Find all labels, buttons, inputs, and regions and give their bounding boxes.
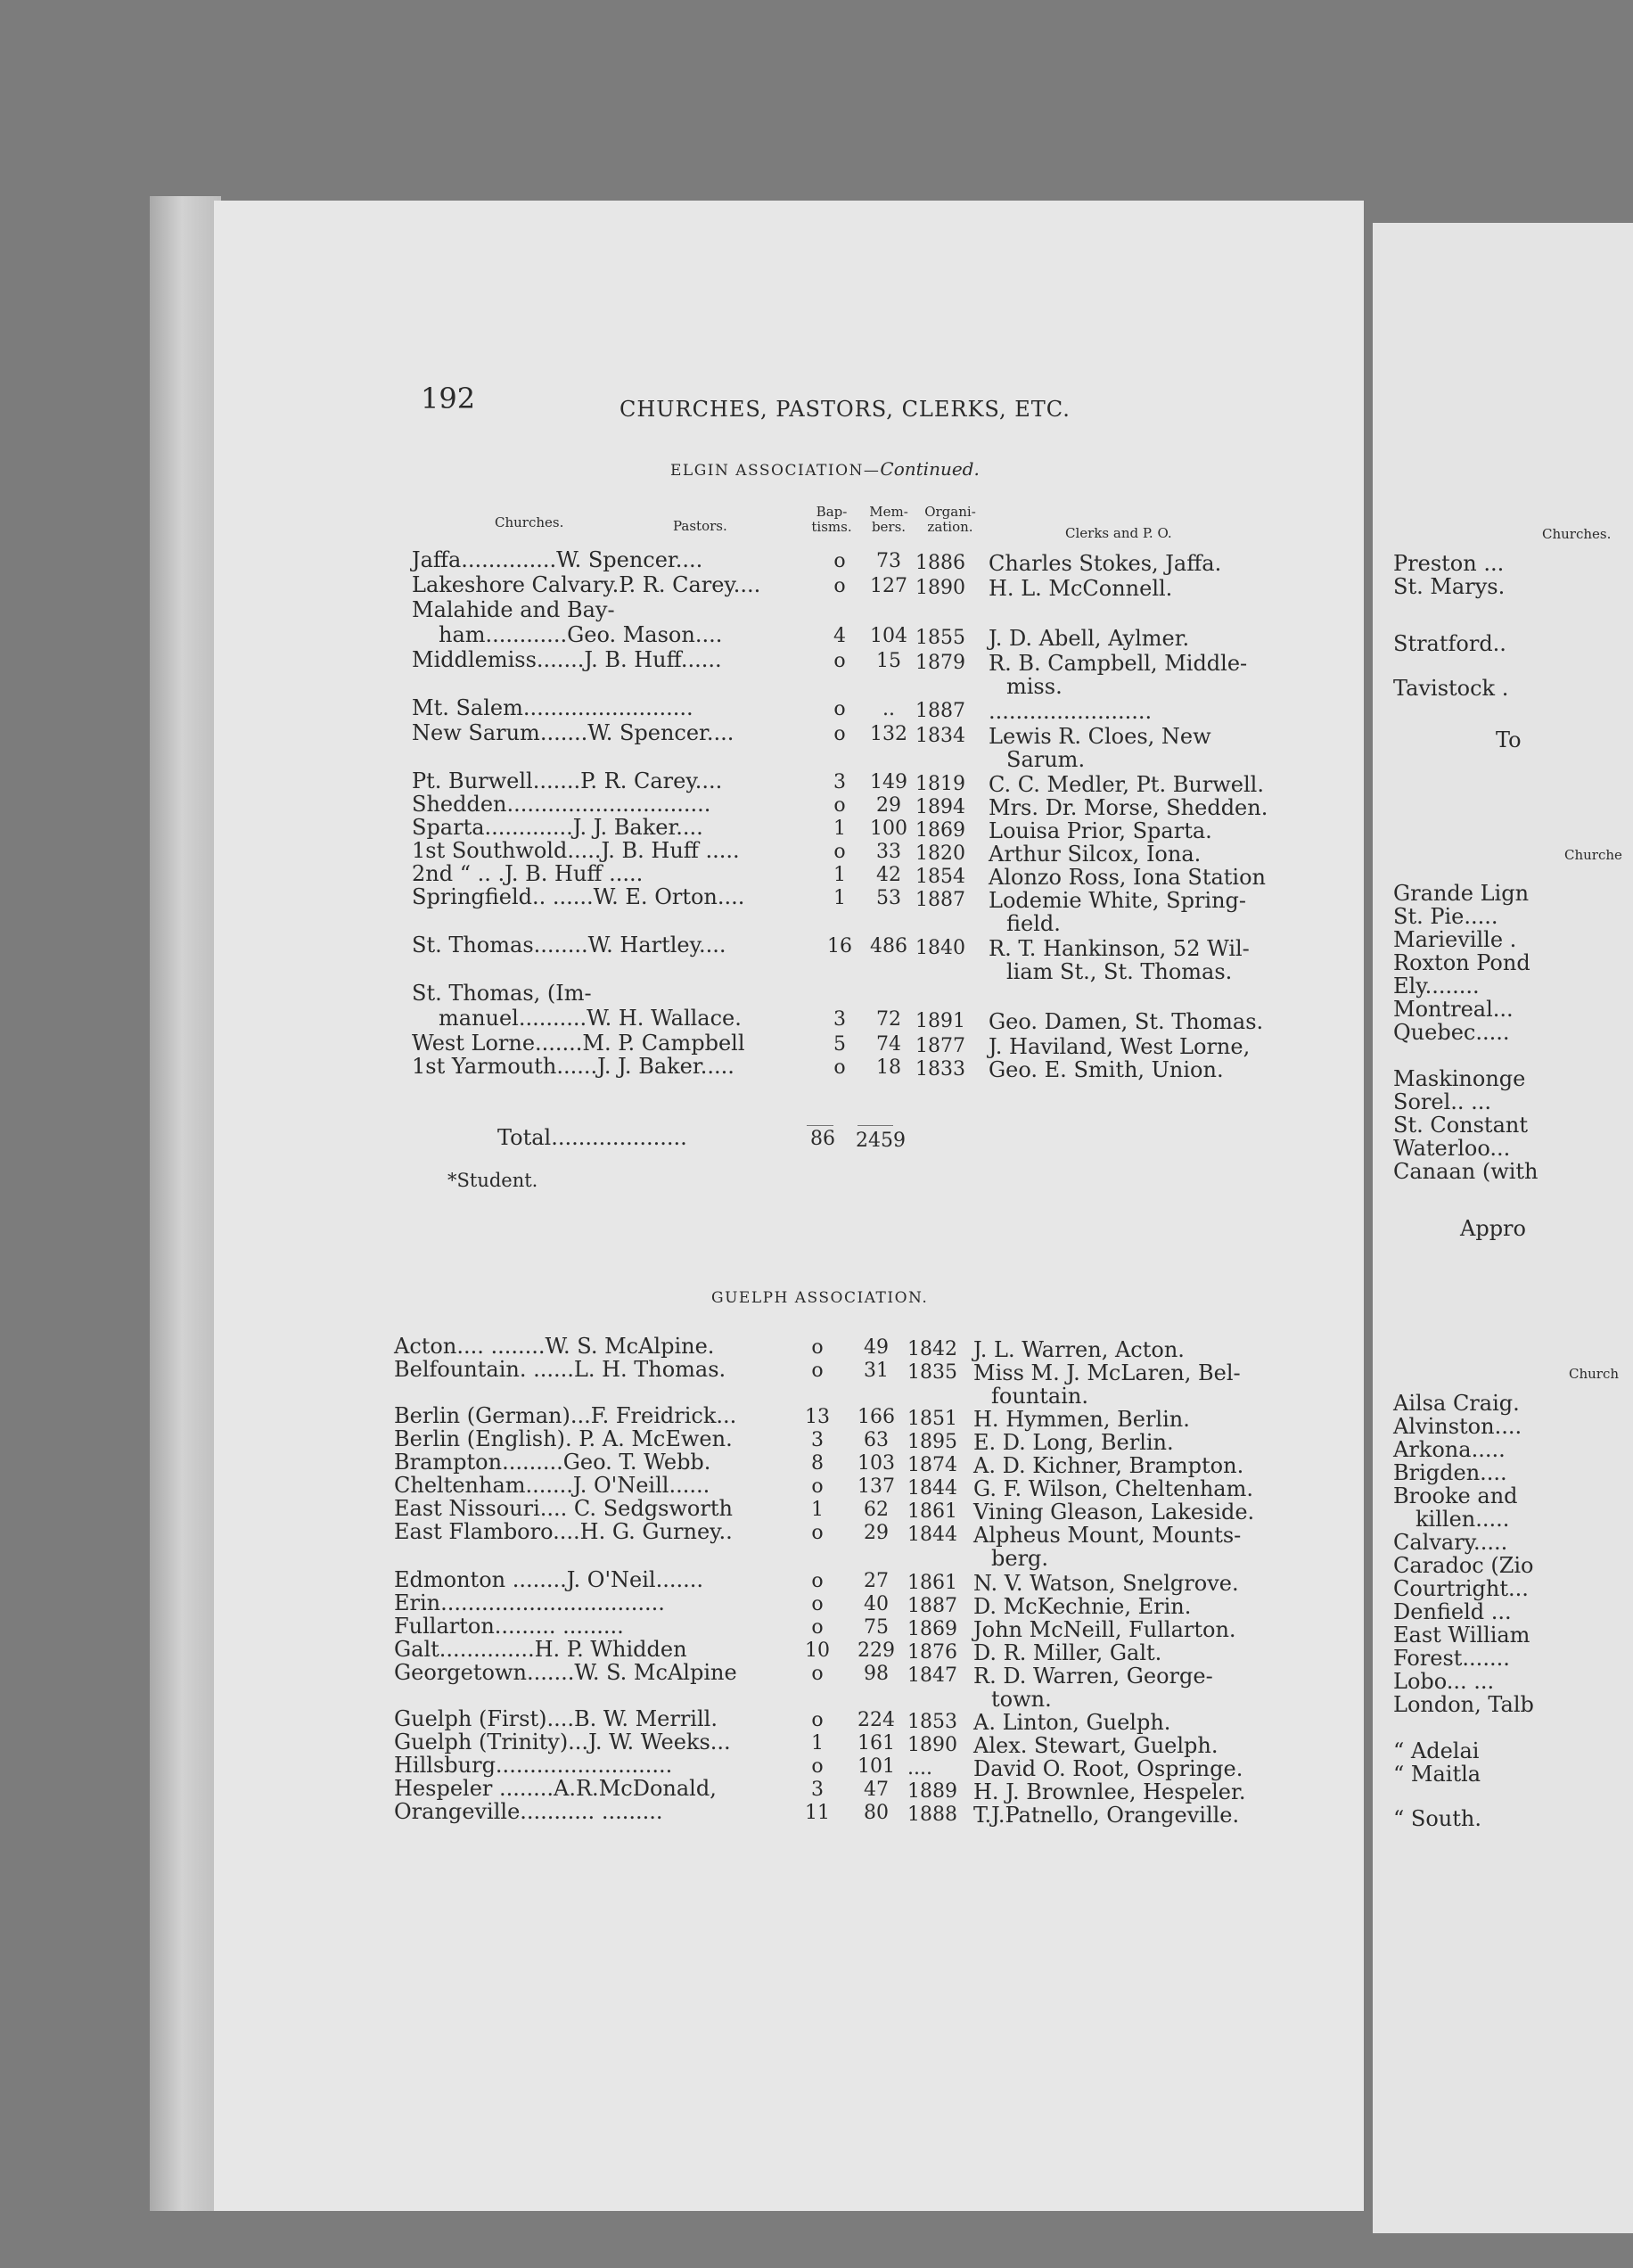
- members-cell: 127: [870, 575, 907, 597]
- baptisms-cell: o: [811, 1336, 824, 1359]
- clerk-cell: G. F. Wilson, Cheltenham.: [973, 1476, 1253, 1501]
- organization-cell: 1834: [915, 725, 965, 747]
- members-cell: 62: [864, 1499, 889, 1521]
- members-cell: 104: [870, 625, 907, 647]
- baptisms-cell: 1: [833, 887, 846, 909]
- baptisms-cell: o: [833, 698, 846, 720]
- header-members: [866, 505, 911, 535]
- baptisms-cell: 5: [833, 1033, 846, 1056]
- elgin-total-label: Total....................: [497, 1125, 687, 1150]
- right-page-line: Tavistock .: [1393, 676, 1509, 701]
- members-cell: 40: [864, 1593, 889, 1615]
- baptisms-cell: o: [833, 575, 846, 597]
- church-pastor-cell: Middlemiss.......J. B. Huff......: [412, 647, 722, 672]
- header-churches: Churches.: [495, 514, 564, 530]
- header-clerks: Clerks and P. O.: [1065, 525, 1172, 541]
- baptisms-cell: 3: [833, 1008, 846, 1031]
- clerk-cell-continued: field.: [1006, 911, 1061, 936]
- clerk-cell: David O. Root, Ospringe.: [973, 1756, 1243, 1781]
- clerk-cell: H. J. Brownlee, Hespeler.: [973, 1779, 1246, 1804]
- clerk-cell: Miss M. J. McLaren, Bel-: [973, 1360, 1241, 1385]
- right-page-line: Lobo... ...: [1393, 1669, 1495, 1694]
- organization-cell: 1820: [915, 842, 965, 865]
- organization-cell: 1889: [907, 1780, 957, 1803]
- header-organization-line1: Organi-: [924, 504, 976, 520]
- baptisms-cell: o: [811, 1709, 824, 1731]
- members-cell: 98: [864, 1663, 889, 1685]
- clerk-cell-continued: liam St., St. Thomas.: [1006, 959, 1233, 984]
- organization-cell: 1844: [907, 1477, 957, 1500]
- clerk-cell: Lodemie White, Spring-: [989, 888, 1247, 913]
- organization-cell: 1819: [915, 773, 965, 795]
- right-page-line: Forest.......: [1393, 1646, 1510, 1671]
- organization-cell: 1833: [915, 1058, 965, 1081]
- members-cell: ..: [882, 698, 895, 720]
- members-cell: 74: [876, 1033, 901, 1056]
- baptisms-cell: 1: [833, 864, 846, 886]
- organization-cell: 1888: [907, 1804, 957, 1826]
- right-page-line: St. Marys.: [1393, 574, 1506, 599]
- members-cell: 103: [858, 1452, 895, 1475]
- organization-cell: 1890: [915, 577, 965, 599]
- clerk-cell: H. Hymmen, Berlin.: [973, 1407, 1190, 1432]
- organization-cell: 1844: [907, 1524, 957, 1546]
- baptisms-cell: 11: [805, 1802, 830, 1824]
- clerk-cell: ........................: [989, 699, 1153, 724]
- members-cell: 49: [864, 1336, 889, 1359]
- right-page-line: Stratford..: [1393, 631, 1506, 656]
- members-cell: 15: [876, 650, 901, 672]
- clerk-cell: T.J.Patnello, Orangeville.: [973, 1803, 1240, 1828]
- church-pastor-cell: Cheltenham.......J. O'Neill......: [394, 1473, 710, 1498]
- members-cell: 149: [870, 771, 907, 793]
- members-cell: 47: [864, 1779, 889, 1801]
- baptisms-cell: o: [833, 1056, 846, 1079]
- right-page-line: Marieville .: [1393, 927, 1517, 952]
- church-pastor-cell: Galt..............H. P. Whidden: [394, 1637, 687, 1662]
- footnote: *Student.: [447, 1170, 538, 1191]
- clerk-cell: H. L. McConnell.: [989, 576, 1173, 601]
- clerk-cell: J. D. Abell, Aylmer.: [989, 626, 1190, 651]
- clerk-cell: Lewis R. Cloes, New: [989, 724, 1211, 749]
- right-page-line: Montreal...: [1393, 997, 1514, 1022]
- right-header-churches: Churches.: [1542, 526, 1612, 542]
- right-page-line: Waterloo...: [1393, 1136, 1511, 1161]
- baptisms-cell: o: [833, 794, 846, 817]
- right-page-line: Maskinonge: [1393, 1066, 1526, 1091]
- baptisms-cell: o: [833, 650, 846, 672]
- organization-cell: 1847: [907, 1664, 957, 1687]
- baptisms-cell: o: [811, 1755, 824, 1778]
- members-cell: 166: [858, 1406, 895, 1428]
- book-spine: [150, 196, 221, 2211]
- members-cell: 42: [876, 864, 901, 886]
- right-page-line: Brigden....: [1393, 1460, 1507, 1485]
- header-members-line1: Mem-: [869, 504, 908, 520]
- members-cell: 29: [864, 1522, 889, 1544]
- members-cell: 224: [858, 1709, 895, 1731]
- clerk-cell: Charles Stokes, Jaffa.: [989, 551, 1222, 576]
- baptisms-cell: 1: [811, 1732, 824, 1754]
- church-pastor-cell: Malahide and Bay-: [412, 597, 615, 622]
- elgin-total-baptisms: 86: [810, 1128, 835, 1150]
- right-page-line: Ailsa Craig.: [1393, 1391, 1520, 1416]
- members-cell: 229: [858, 1639, 895, 1662]
- right-page: [1373, 223, 1633, 2233]
- church-pastor-cell: Hillsburg..........................: [394, 1753, 673, 1778]
- right-page-line: Caradoc (Zio: [1393, 1553, 1534, 1578]
- clerk-cell-continued: berg.: [991, 1546, 1049, 1571]
- clerk-cell: D. R. Miller, Galt.: [973, 1640, 1162, 1665]
- organization-cell: 1853: [907, 1711, 957, 1733]
- right-page-line: Quebec.....: [1393, 1020, 1510, 1045]
- clerk-cell: Arthur Silcox, Iona.: [989, 842, 1202, 867]
- organization-cell: 1874: [907, 1454, 957, 1476]
- baptisms-cell: o: [811, 1616, 824, 1639]
- clerk-cell: D. McKechnie, Erin.: [973, 1594, 1192, 1619]
- clerk-cell: Alonzo Ross, Iona Station: [989, 865, 1266, 890]
- clerk-cell-continued: Sarum.: [1006, 747, 1086, 772]
- right-page-line: “ Adelai: [1393, 1738, 1480, 1763]
- church-pastor-cell: Lakeshore Calvary.P. R. Carey....: [412, 572, 761, 597]
- total-rule-members: [858, 1125, 893, 1126]
- clerk-cell: E. D. Long, Berlin.: [973, 1430, 1174, 1455]
- right-page-line: Sorel.. ...: [1393, 1089, 1492, 1114]
- right-page-line: Denfield ...: [1393, 1599, 1512, 1624]
- church-pastor-cell: New Sarum.......W. Spencer....: [412, 720, 734, 745]
- members-cell: 72: [876, 1008, 901, 1031]
- members-cell: 27: [864, 1570, 889, 1592]
- clerk-cell: A. D. Kichner, Brampton.: [973, 1453, 1244, 1478]
- members-cell: 75: [864, 1616, 889, 1639]
- church-pastor-cell: Berlin (German)...F. Freidrick...: [394, 1403, 737, 1428]
- organization-cell: 1835: [907, 1361, 957, 1384]
- church-pastor-cell: Georgetown.......W. S. McAlpine: [394, 1660, 737, 1685]
- church-pastor-cell: Acton.... ........W. S. McAlpine.: [394, 1334, 715, 1359]
- clerk-cell: R. B. Campbell, Middle-: [989, 651, 1248, 676]
- organization-cell: 1854: [915, 866, 965, 888]
- clerk-cell: R. D. Warren, George-: [973, 1664, 1213, 1689]
- right-page-line: East William: [1393, 1623, 1530, 1648]
- church-pastor-cell: Hespeler ........A.R.McDonald,: [394, 1776, 717, 1801]
- organization-cell: 1887: [915, 889, 965, 911]
- baptisms-cell: 3: [811, 1429, 824, 1451]
- right-page-line: Ely........: [1393, 974, 1480, 998]
- baptisms-cell: 3: [811, 1779, 824, 1801]
- members-cell: 486: [870, 935, 907, 957]
- header-members-line2: bers.: [871, 519, 907, 535]
- organization-cell: 1879: [915, 652, 965, 674]
- members-cell: 101: [858, 1755, 895, 1778]
- members-cell: 33: [876, 841, 901, 863]
- baptisms-cell: 4: [833, 625, 846, 647]
- organization-cell: 1894: [915, 796, 965, 818]
- header-baptisms-line1: Bap-: [816, 504, 848, 520]
- clerk-cell: R. T. Hankinson, 52 Wil-: [989, 936, 1250, 961]
- organization-cell: 1891: [915, 1010, 965, 1032]
- baptisms-cell: 16: [827, 935, 852, 957]
- church-pastor-cell: St. Thomas........W. Hartley....: [412, 933, 726, 957]
- right-page-line: Appro: [1460, 1216, 1526, 1241]
- baptisms-cell: 13: [805, 1406, 830, 1428]
- church-pastor-cell: West Lorne.......M. P. Campbell: [412, 1031, 745, 1056]
- clerk-cell: Geo. Damen, St. Thomas.: [989, 1009, 1264, 1034]
- church-pastor-cell: manuel..........W. H. Wallace.: [439, 1006, 742, 1031]
- clerk-cell: John McNeill, Fullarton.: [973, 1617, 1236, 1642]
- members-cell: 31: [864, 1360, 889, 1382]
- church-pastor-cell: Brampton.........Geo. T. Webb.: [394, 1450, 711, 1475]
- members-cell: 100: [870, 818, 907, 840]
- organization-cell: 1887: [907, 1595, 957, 1617]
- organization-cell: 1840: [915, 937, 965, 959]
- church-pastor-cell: 1st Southwold.....J. B. Huff .....: [412, 838, 740, 863]
- church-pastor-cell: Springfield.. ......W. E. Orton....: [412, 884, 745, 909]
- baptisms-cell: o: [833, 841, 846, 863]
- baptisms-cell: o: [811, 1663, 824, 1685]
- church-pastor-cell: East Nissouri.... C. Sedgsworth: [394, 1496, 733, 1521]
- baptisms-cell: o: [811, 1593, 824, 1615]
- header-pastors: Pastors.: [673, 518, 727, 534]
- running-head: CHURCHES, PASTORS, CLERKS, ETC.: [620, 397, 1071, 422]
- right-page-line: St. Constant: [1393, 1113, 1528, 1138]
- church-pastor-cell: East Flamboro....H. G. Gurney..: [394, 1519, 733, 1544]
- total-rule-baptisms: [807, 1125, 833, 1126]
- members-cell: 132: [870, 723, 907, 745]
- baptisms-cell: o: [811, 1570, 824, 1592]
- church-pastor-cell: Berlin (English). P. A. McEwen.: [394, 1426, 733, 1451]
- organization-cell: 1851: [907, 1408, 957, 1430]
- organization-cell: ....: [907, 1757, 932, 1779]
- right-page-line: Grande Lign: [1393, 881, 1530, 906]
- church-pastor-cell: Fullarton......... .........: [394, 1614, 624, 1639]
- right-header-churches-2: Churche: [1564, 847, 1622, 863]
- right-page-line: Alvinston....: [1393, 1414, 1522, 1439]
- baptisms-cell: o: [811, 1475, 824, 1498]
- baptisms-cell: 8: [811, 1452, 824, 1475]
- right-page-line: London, Talb: [1393, 1692, 1534, 1717]
- members-cell: 73: [876, 550, 901, 572]
- clerk-cell: Mrs. Dr. Morse, Shedden.: [989, 795, 1268, 820]
- baptisms-cell: o: [811, 1360, 824, 1382]
- clerk-cell: J. Haviland, West Lorne,: [989, 1034, 1251, 1059]
- right-page-line: Brooke and: [1393, 1483, 1518, 1508]
- church-pastor-cell: St. Thomas, (Im-: [412, 981, 592, 1006]
- header-organization-line2: zation.: [927, 519, 973, 535]
- baptisms-cell: o: [811, 1522, 824, 1544]
- baptisms-cell: o: [833, 550, 846, 572]
- right-page-line: Arkona.....: [1393, 1437, 1506, 1462]
- church-pastor-cell: Guelph (First)....B. W. Merrill.: [394, 1706, 718, 1731]
- organization-cell: 1887: [915, 700, 965, 722]
- members-cell: 137: [858, 1475, 895, 1498]
- church-pastor-cell: 1st Yarmouth......J. J. Baker.....: [412, 1054, 734, 1079]
- right-page-line: Preston ...: [1393, 551, 1505, 576]
- organization-cell: 1886: [915, 552, 965, 574]
- members-cell: 63: [864, 1429, 889, 1451]
- members-cell: 80: [864, 1802, 889, 1824]
- clerk-cell-continued: miss.: [1006, 674, 1063, 699]
- left-page: [214, 201, 1364, 2211]
- elgin-title-main: ELGIN ASSOCIATION—: [670, 462, 881, 480]
- clerk-cell: J. L. Warren, Acton.: [973, 1337, 1185, 1362]
- guelph-section-title: GUELPH ASSOCIATION.: [711, 1289, 929, 1307]
- baptisms-cell: o: [833, 723, 846, 745]
- right-page-line: St. Pie.....: [1393, 904, 1498, 929]
- church-pastor-cell: Erin.................................: [394, 1590, 665, 1615]
- church-pastor-cell: Belfountain. ......L. H. Thomas.: [394, 1357, 726, 1382]
- baptisms-cell: 3: [833, 771, 846, 793]
- clerk-cell-continued: town.: [991, 1687, 1052, 1712]
- right-page-line: “ Maitla: [1393, 1762, 1481, 1787]
- header-baptisms-line2: tisms.: [811, 519, 852, 535]
- right-header-churches-3: Church: [1569, 1366, 1620, 1382]
- right-page-line: killen.....: [1416, 1507, 1510, 1532]
- elgin-section-title: [670, 458, 980, 480]
- clerk-cell-continued: fountain.: [991, 1384, 1088, 1409]
- organization-cell: 1842: [907, 1338, 957, 1360]
- page-number: 192: [421, 382, 476, 415]
- organization-cell: 1855: [915, 627, 965, 649]
- church-pastor-cell: Guelph (Trinity)...J. W. Weeks...: [394, 1730, 731, 1754]
- clerk-cell: C. C. Medler, Pt. Burwell.: [989, 772, 1264, 797]
- right-page-line: To: [1496, 727, 1522, 752]
- members-cell: 53: [876, 887, 901, 909]
- clerk-cell: N. V. Watson, Snelgrove.: [973, 1571, 1239, 1596]
- organization-cell: 1890: [907, 1734, 957, 1756]
- church-pastor-cell: Orangeville........... .........: [394, 1799, 663, 1824]
- clerk-cell: Alex. Stewart, Guelph.: [973, 1733, 1219, 1758]
- right-page-line: Calvary.....: [1393, 1530, 1508, 1555]
- members-cell: 161: [858, 1732, 895, 1754]
- church-pastor-cell: Mt. Salem.........................: [412, 695, 693, 720]
- church-pastor-cell: Pt. Burwell.......P. R. Carey....: [412, 768, 723, 793]
- baptisms-cell: 1: [833, 818, 846, 840]
- clerk-cell: Vining Gleason, Lakeside.: [973, 1500, 1255, 1524]
- elgin-title-continued: Continued.: [880, 458, 980, 480]
- members-cell: 18: [876, 1056, 901, 1079]
- baptisms-cell: 10: [805, 1639, 830, 1662]
- right-page-line: Canaan (with: [1393, 1159, 1539, 1184]
- organization-cell: 1861: [907, 1572, 957, 1594]
- clerk-cell: Alpheus Mount, Mounts-: [973, 1523, 1242, 1548]
- baptisms-cell: 1: [811, 1499, 824, 1521]
- church-pastor-cell: Sparta.............J. J. Baker....: [412, 815, 703, 840]
- elgin-total-members: 2459: [856, 1130, 906, 1152]
- church-pastor-cell: Shedden..............................: [412, 792, 711, 817]
- organization-cell: 1895: [907, 1431, 957, 1453]
- right-page-line: “ South.: [1393, 1806, 1481, 1831]
- clerk-cell: A. Linton, Guelph.: [973, 1710, 1171, 1735]
- right-page-line: Courtright...: [1393, 1576, 1529, 1601]
- header-baptisms: [808, 505, 856, 535]
- organization-cell: 1861: [907, 1500, 957, 1523]
- church-pastor-cell: Edmonton ........J. O'Neil.......: [394, 1567, 704, 1592]
- right-page-line: Roxton Pond: [1393, 950, 1530, 975]
- organization-cell: 1876: [907, 1641, 957, 1664]
- church-pastor-cell: Jaffa..............W. Spencer....: [412, 547, 703, 572]
- header-organization: [920, 505, 981, 535]
- organization-cell: 1877: [915, 1035, 965, 1057]
- members-cell: 29: [876, 794, 901, 817]
- organization-cell: 1869: [915, 819, 965, 842]
- church-pastor-cell: ham............Geo. Mason....: [439, 622, 723, 647]
- clerk-cell: Geo. E. Smith, Union.: [989, 1057, 1224, 1082]
- church-pastor-cell: 2nd “ .. .J. B. Huff .....: [412, 861, 644, 886]
- organization-cell: 1869: [907, 1618, 957, 1640]
- clerk-cell: Louisa Prior, Sparta.: [989, 818, 1212, 843]
